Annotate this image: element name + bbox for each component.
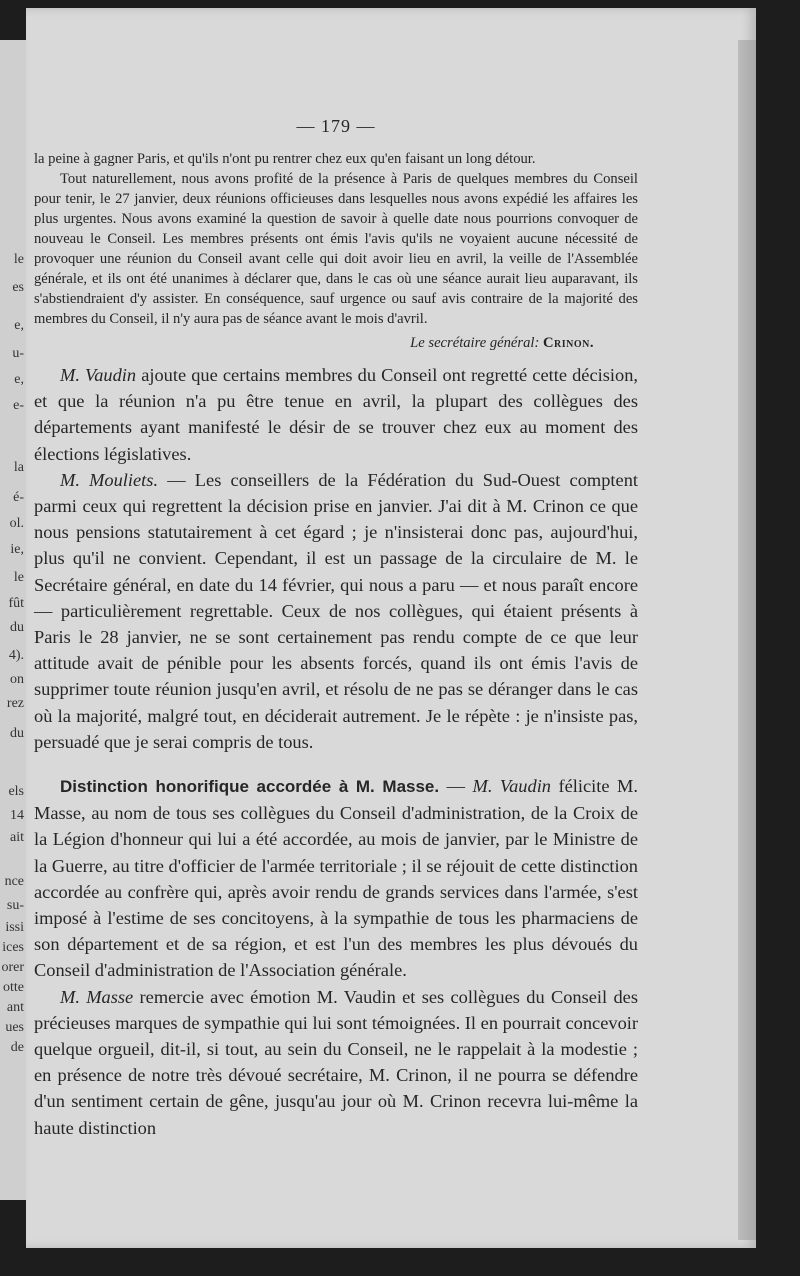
paragraph-vaudin [34,362,638,467]
signature-label: Le secrétaire général: [410,335,540,351]
speaker-name: M. Mouliets. [60,469,159,490]
paragraph-text: — Les conseillers de la Fédération du Sud-Ouest comptent parmi ceux qui regrettent la décision prise en janvier. J'ai dit à M. Crinon ce que nous pensions statutairement à cet égard ; je n'insisterai donc pas, aujourd'hui, plus qu'il ne convient. Cependant, il est un passage de la circulaire de M. le Secrétaire général, en date du 14 février, qui nous a paru — et nous paraît encore — particulièrement regrettable. Ceux de nos collègues, qui étaient présents à Paris le 28 janvier, ne se sont certainement pas rendu compte de ce que leur attitude avait de pénible pour les absents forcés, quand ils ont émis l'avis de supprimer toute réunion jusqu'en avril, et résolu de ne pas se déranger dans le cas où la majorité, malgré tout, en déciderait autrement. Je le répète : je n'insiste pas, persuadé que je serai compris de tous. [34,469,638,752]
left-page-fragment: es [12,280,24,295]
small-paragraph-continuation: la peine à gagner Paris, et qu'ils n'ont pu rentrer chez eux qu'en faisant un long détour. [34,151,536,167]
page-content [34,116,638,1141]
speaker-name: M. Masse [60,986,134,1007]
left-page-fragment: e, [14,372,24,387]
paragraph-masse [34,984,638,1141]
left-page-fragment: le [13,252,24,267]
speaker-name: M. Vaudin [60,365,137,385]
left-page-fragment: la [13,460,24,475]
left-page-fragment: e, [14,318,24,333]
left-page-fragment: e- [13,398,24,413]
left-page-fragment: ues [5,1020,24,1035]
left-page-fragment: fût [8,596,24,611]
left-page-fragment: ait [10,830,24,845]
left-page-fragment: du [10,726,24,741]
paragraph-text: ajoute que certains membres du Conseil ont regretté cette décision, et que la réunion n'a pu être tenue en avril, la plupart des collègues des départements ayant manifesté le désir de se trouver chez eux au moment des élections législatives. [34,365,638,464]
left-page-fragment: issi [5,920,24,935]
left-page-fragment: ol. [9,516,24,531]
left-page-fragment: otte [3,980,24,995]
speaker-name: M. Vaudin [472,776,551,797]
adjacent-page-edge [0,40,26,1200]
left-page-fragment: é- [13,490,24,505]
small-paragraph-circular: Tout naturellement, nous avons profité de la présence à Paris de quelques membres du Conseil pour tenir, le 27 janvier, deux réunions officieuses dans lesquelles nous avons expédié les affaires les plus urgentes. Nous avons examiné la question de savoir à quelle date nous pourrions convoquer de nouveau le Conseil. Les membres présents ont émis l'avis qu'ils ne voyaient aucune nécessité de provoquer une réunion du Conseil avant celle qui doit avoir lieu en avril, la veille de l'Assemblée générale, et ils ont été unanimes à déclarer que, dans le cas où une séance aurait lieu auparavant, ils s'abstiendraient d'y assister. En conséquence, sauf urgence ou sauf avis contraire de la majorité des membres du Conseil, il n'y aura pas de séance avant le mois d'avril. [34,171,638,327]
left-page-fragment: su- [6,898,24,913]
paragraph-text: remercie avec émotion M. Vaudin et ses collègues du Conseil des précieuses marques de sympathie qui lui sont témoignées. Il en pourrait concevoir quelque orgueil, dit-il, si tout, au sein du Conseil, ne le rappelait à la modestie ; en présence de notre très dévoué secrétaire, M. Crinon, il ne pourra se défendre d'un sentiment certain de gêne, jusqu'au jour où M. Crinon recevra lui-même la haute distinction [34,986,638,1138]
page-number: — 179 — [296,116,376,136]
left-page-fragment: on [10,672,24,687]
left-page-fragment: du [10,620,24,635]
paragraph-mouliets [34,467,638,755]
section-distinction: Distinction honorifique accordée à M. Masse. — M. Vaudin félicite M. Masse, au nom de tous ses collègues du Conseil d'administration, de la Croix de la Légion d'honneur qui lui a été accordée, au mois de janvier, par le Ministre de la Guerre, au titre d'officier de l'armée territoriale ; il se réjouit de cette distinction accordée au confrère qui, après avoir rendu de grands services dans l'armée, s'est imposé à l'estime de ses concitoyens, à la sympathie de tous les pharmaciens de son département et de sa région, et est l'un des membres les plus dévoués du Conseil d'administration de l'Association générale. [34,776,638,981]
left-page-fragment: de [10,1040,24,1055]
left-page-fragment: nce [4,874,24,889]
page-stack-edge [738,40,756,1240]
signature-name: Crinon. [542,335,594,351]
left-page-fragment: els [8,784,24,799]
left-page-fragment: orer [1,960,24,975]
left-page-fragment: 14 [10,808,24,823]
left-page-fragment: le [13,570,24,585]
paragraph-text: félicite M. Masse, au nom de tous ses collègues du Conseil d'administration, de la Croix de la Légion d'honneur qui lui a été accordée, au mois de janvier, par le Ministre de la Guerre, au titre d'officier de l'armée territoriale ; il se réjouit de cette distinction accordée au confrère qui, après avoir rendu de grands services dans l'armée, s'est imposé à l'estime de ses concitoyens, à la sympathie de tous les pharmaciens de son département et de sa région, et est l'un des membres les plus dévoués du Conseil d'administration de l'Association générale. [34,776,638,981]
signature-line [34,335,638,352]
left-page-fragment: u- [12,346,24,361]
left-page-fragment: rez [6,696,24,711]
left-page-fragment: 4). [8,648,24,663]
section-heading: Distinction honorifique accordée à M. Masse. [60,777,440,797]
left-page-fragment: ices [2,940,24,955]
left-page-fragment: ie, [10,542,24,557]
left-page-fragment: ant [6,1000,24,1015]
